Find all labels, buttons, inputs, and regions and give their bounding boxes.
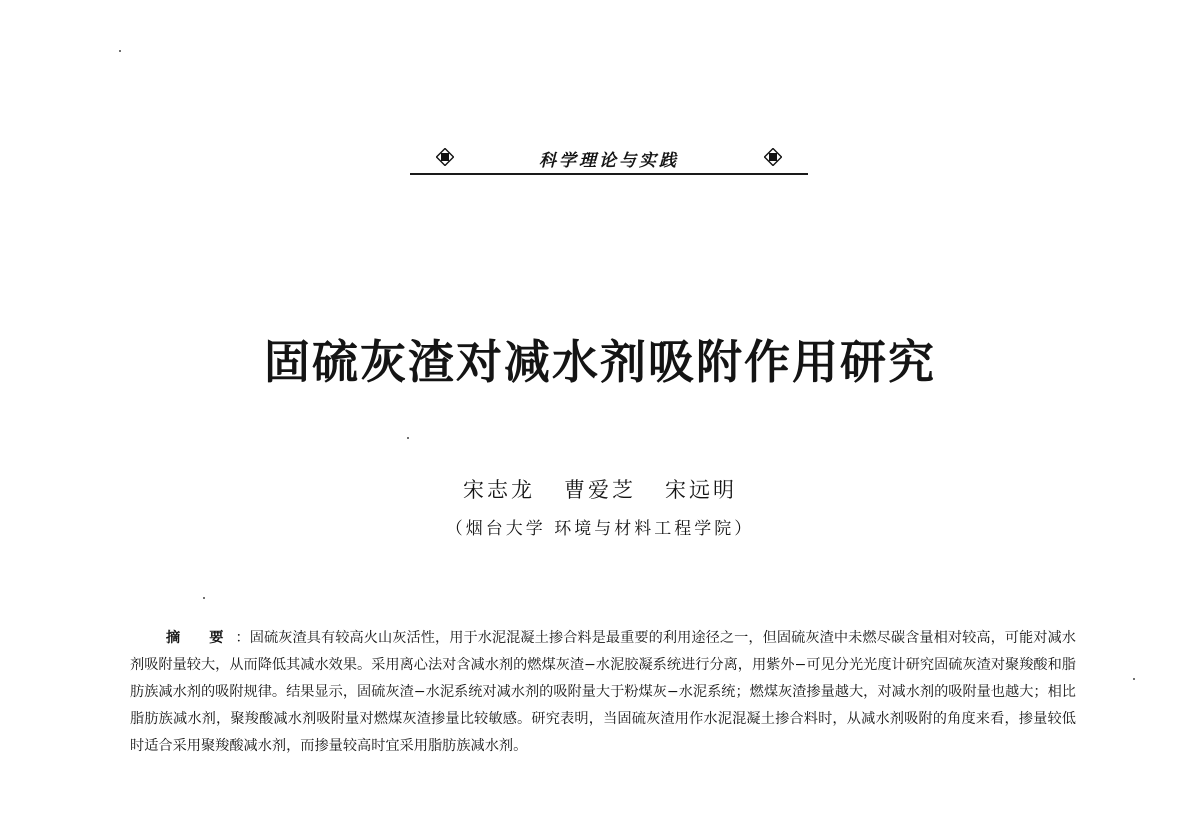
author-list: 宋志龙 曹爱芝 宋远明 xyxy=(462,478,738,502)
diamond-ornament-icon xyxy=(764,148,782,166)
abstract-label: 摘 要 xyxy=(166,630,236,646)
scan-speck xyxy=(1133,678,1135,680)
scan-speck xyxy=(119,50,121,52)
paper-title: 固硫灰渣对减水剂吸附作用研究 xyxy=(264,335,936,389)
journal-section-title: 科学理论与实践 xyxy=(539,151,679,171)
scan-speck xyxy=(203,597,205,599)
abstract-paragraph xyxy=(130,625,1076,760)
scan-speck xyxy=(407,437,409,439)
header-rule xyxy=(410,173,808,175)
author-affiliation: （烟台大学 环境与材料工程学院） xyxy=(445,519,755,539)
running-header xyxy=(410,142,808,172)
abstract-text: ：固硫灰渣具有较高火山灰活性，用于水泥混凝土掺合料是最重要的利用途径之一，但固硫灰渣中未燃尽碳含量相对较高，可能对减水剂吸附量较大，从而降低其减水效果。采用离心法对含减水剂的燃煤灰渣−水泥胶凝系统进行分离，用紫外−可见分光光度计研究固硫灰渣对聚羧酸和脂肪族减水剂的吸附规律。结果显示，固硫灰渣−水泥系统对减水剂的吸附量大于粉煤灰−水泥系统；燃煤灰渣掺量越大，对减水剂的吸附量也越大；相比脂肪族减水剂，聚羧酸减水剂吸附量对燃煤灰渣掺量比较敏感。研究表明，当固硫灰渣用作水泥混凝土掺合料时，从减水剂吸附的角度来看，掺量较低时适合采用聚羧酸减水剂，而掺量较高时宜采用脂肪族减水剂。 xyxy=(130,630,1076,754)
